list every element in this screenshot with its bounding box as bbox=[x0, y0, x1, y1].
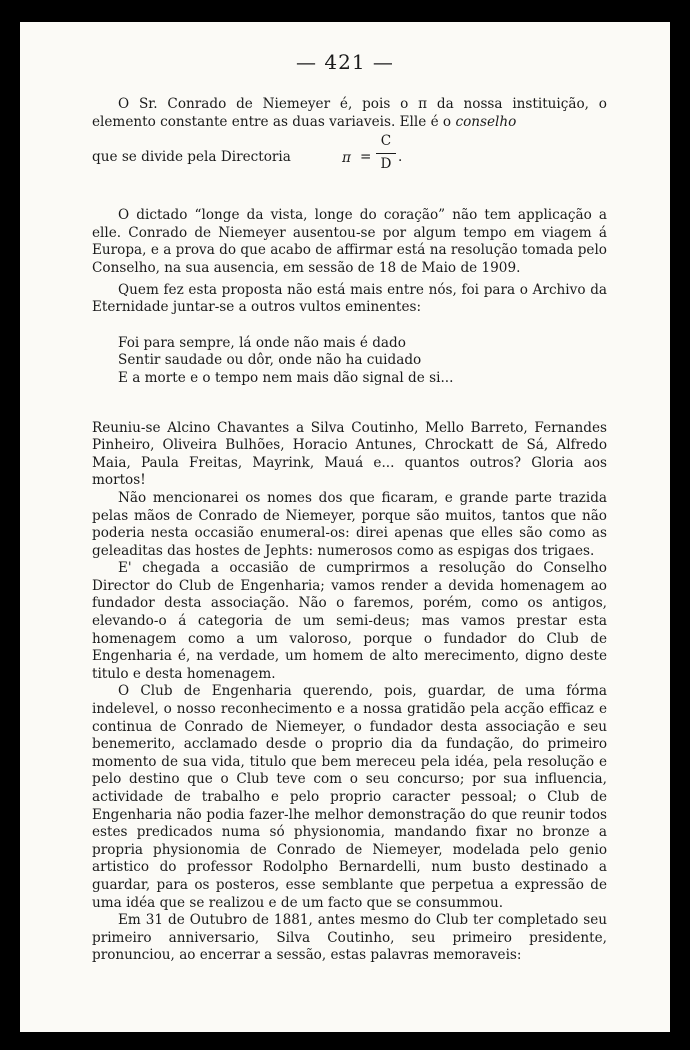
fraction-bar bbox=[376, 153, 396, 154]
paragraph-2: O dictado “longe da vista, longe do coração” não tem applicação a elle. Conrado de Niemeyer ausentou-se por algum tempo em viagem á Europa, e a prova do que acabo de affirmar está na resolução tomada pelo Conselho, na sua ausencia, em sessão de 18 de Maio de 1909. bbox=[92, 207, 607, 276]
body-text bbox=[92, 96, 607, 965]
paragraph-7: O Club de Engenharia querendo, pois, guardar, de uma fórma indelevel, o nosso reconhecimento e a nossa gratidão pela acção efficaz e continua de Conrado de Niemeyer, o fundador desta associação e seu benemerito, acclamado desde o proprio dia da fundação, do primeiro momento de sua vida, titulo que bem mereceu pela idéa, pela resolução e pelo destino que o Club teve com o seu concurso; por sua influencia, actividade de trabalho e pelo proprio caracter pessoal; o Club de Engenharia não podia fazer-lhe melhor demonstração do que reunir todos estes predicados numa só physionomia, mandando fixar no bronze a propria physionomia de Conrado de Niemeyer, modelada pelo genio artistico do professor Rodolpho Bernardelli, num busto destinado a guardar, para os posteros, esse semblante que perpetua a expressão de uma idéa que se realizou e de um facto que se consummou. bbox=[92, 683, 607, 911]
pi-formula bbox=[92, 133, 607, 185]
formula-fraction bbox=[376, 133, 396, 173]
verse-line: E a morte e o tempo nem mais dão signal de si... bbox=[118, 369, 454, 386]
paragraph-3: Quem fez esta proposta não está mais entre nós, foi para o Archivo da Eternidade juntar-se a outros vultos eminentes: bbox=[92, 281, 607, 316]
paragraph-6: E' chegada a occasião de cumprirmos a resolução do Conselho Director do Club de Engenharia; vamos render a devida homenagem ao fundador desta associação. Não o faremos, porém, como os antigos, elevando-o á categoria de um semi-deus; mas vamos prestar esta homenagem como a um valoroso, porque o fundador do Club de Engenharia é, na verdade, um homem de alto merecimento, digno deste titulo e desta homenagem. bbox=[92, 560, 607, 682]
book-page bbox=[20, 22, 670, 1032]
paragraph-4: Reuniu-se Alcino Chavantes a Silva Coutinho, Mello Barreto, Fernandes Pinheiro, Oliveira Bulhões, Horacio Antunes, Chrockatt de Sá, Alfredo Maia, Paula Freitas, Mayrink, Mauá e... quantos outros? Gloria aos mortos! bbox=[92, 419, 607, 489]
verse-line: Foi para sempre, lá onde não mais é dado bbox=[118, 334, 406, 351]
paragraph-1-italic: conselho bbox=[455, 113, 517, 130]
paragraph-8: Em 31 de Outubro de 1881, antes mesmo do Club ter completado seu primeiro anniversario, Silva Coutinho, seu primeiro presidente, pronunciou, ao encerrar a sessão, estas palavras memoraveis: bbox=[92, 912, 607, 964]
formula-label: que se divide pela Directoria bbox=[92, 149, 291, 166]
paragraph-1 bbox=[92, 96, 607, 131]
formula-equals: = bbox=[360, 149, 372, 166]
paragraph-5: Não mencionarei os nomes dos que ficaram, e grande parte trazida pelas mãos de Conrado de Niemeyer, porque são muitos, tantos que não poderia nesta occasião enumeral-os: direi apenas que elles são como as geleaditas das hostes de Jephts: numerosos como as espigas dos trigaes. bbox=[92, 489, 607, 559]
paragraph-1-text: O Sr. Conrado de Niemeyer é, pois o π da nossa instituição, o elemento constante entre as duas variaveis. Elle é o bbox=[92, 96, 607, 130]
page-number: — 421 — bbox=[296, 50, 394, 74]
verse-line: Sentir saudade ou dôr, onde não ha cuidado bbox=[118, 352, 422, 369]
formula-pi-symbol: π bbox=[342, 150, 351, 167]
verse-block bbox=[118, 335, 607, 388]
formula-numerator: C bbox=[380, 133, 392, 150]
formula-denominator: D bbox=[380, 155, 392, 172]
formula-end: . bbox=[398, 149, 403, 166]
